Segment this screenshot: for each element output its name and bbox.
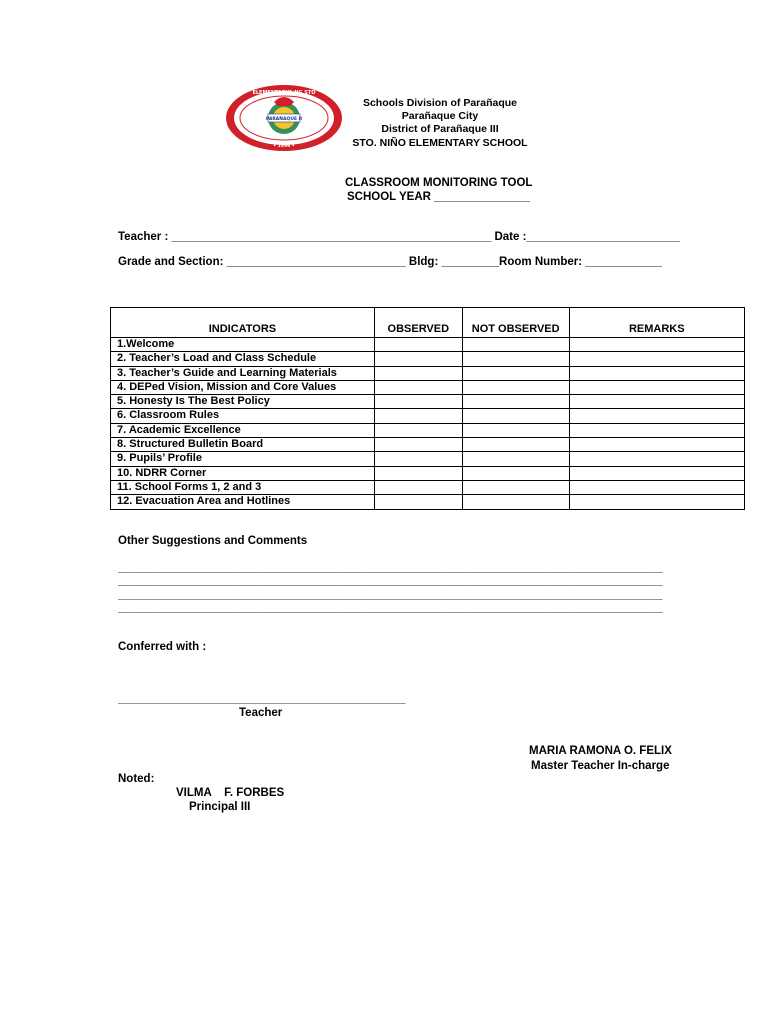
remarks-cell[interactable]: [569, 423, 744, 437]
indicator-cell: 1.Welcome: [111, 338, 375, 352]
indicator-cell: 2. Teacher’s Load and Class Schedule: [111, 352, 375, 366]
noted-label: Noted:: [118, 773, 155, 785]
not-observed-cell[interactable]: [462, 466, 569, 480]
master-teacher-name: MARIA RAMONA O. FELIX: [529, 745, 672, 757]
remarks-cell[interactable]: [569, 409, 744, 423]
observed-cell[interactable]: [374, 466, 462, 480]
comment-line[interactable]: _________________________________________________________________________________________: [118, 602, 663, 614]
form-title: CLASSROOM MONITORING TOOL: [345, 177, 533, 189]
observed-cell[interactable]: [374, 395, 462, 409]
teacher-role-label: Teacher: [239, 707, 283, 719]
indicator-cell: 4. DEPed Vision, Mission and Core Values: [111, 380, 375, 394]
not-observed-cell[interactable]: [462, 409, 569, 423]
remarks-cell[interactable]: [569, 395, 744, 409]
remarks-cell[interactable]: [569, 466, 744, 480]
table-row: [111, 395, 745, 409]
division-name: Schools Division of Parañaque: [362, 97, 518, 109]
teacher-date-field: Teacher : __________________________________________________ Date :________________________: [118, 231, 680, 243]
comment-line[interactable]: _________________________________________________________________________________________: [118, 575, 663, 587]
comment-line[interactable]: _________________________________________________________________________________________: [118, 589, 663, 601]
grade-section-field: Grade and Section: ____________________________ Bldg: _________Room Number: ____________: [118, 256, 663, 268]
principal-title: Principal III: [189, 801, 251, 813]
observed-cell[interactable]: [374, 366, 462, 380]
observed-cell[interactable]: [374, 495, 462, 509]
not-observed-cell[interactable]: [462, 452, 569, 466]
master-teacher-title: Master Teacher In-charge: [531, 760, 670, 772]
table-row: [111, 380, 745, 394]
indicator-cell: 6. Classroom Rules: [111, 409, 375, 423]
indicators-table: [110, 307, 745, 510]
observed-cell[interactable]: [374, 338, 462, 352]
school-seal-logo: [224, 84, 344, 152]
not-observed-cell[interactable]: [462, 352, 569, 366]
observed-cell[interactable]: [374, 409, 462, 423]
district-name: District of Parañaque III: [381, 123, 499, 135]
indicator-cell: 3. Teacher’s Guide and Learning Materials: [111, 366, 375, 380]
conferred-label: Conferred with :: [118, 641, 207, 653]
remarks-cell[interactable]: [569, 495, 744, 509]
table-row: [111, 466, 745, 480]
remarks-cell[interactable]: [569, 352, 744, 366]
comment-line[interactable]: _________________________________________________________________________________________: [118, 562, 663, 574]
table-row: [111, 480, 745, 494]
table-header-row: [111, 308, 745, 338]
not-observed-cell[interactable]: [462, 380, 569, 394]
comments-label: Other Suggestions and Comments: [118, 535, 308, 547]
indicator-cell: 10. NDRR Corner: [111, 466, 375, 480]
table-row: [111, 366, 745, 380]
indicator-cell: 12. Evacuation Area and Hotlines: [111, 495, 375, 509]
header-not-observed: NOT OBSERVED: [462, 308, 569, 338]
remarks-cell[interactable]: [569, 338, 744, 352]
observed-cell[interactable]: [374, 352, 462, 366]
city-name: Parañaque City: [401, 110, 479, 122]
svg-text:ELEMENTARYA NG STO: ELEMENTARYA NG STO: [252, 90, 316, 96]
not-observed-cell[interactable]: [462, 395, 569, 409]
not-observed-cell[interactable]: [462, 338, 569, 352]
svg-text:PARAÑAQUE II: PARAÑAQUE II: [265, 117, 303, 122]
remarks-cell[interactable]: [569, 480, 744, 494]
indicator-cell: 9. Pupils’ Profile: [111, 452, 375, 466]
table-row: [111, 423, 745, 437]
svg-text:• 1996 •: • 1996 •: [273, 144, 295, 149]
indicator-cell: 5. Honesty Is The Best Policy: [111, 395, 375, 409]
observed-cell[interactable]: [374, 380, 462, 394]
school-name: STO. NIÑO ELEMENTARY SCHOOL: [352, 137, 528, 149]
indicator-cell: 11. School Forms 1, 2 and 3: [111, 480, 375, 494]
observed-cell[interactable]: [374, 438, 462, 452]
observed-cell[interactable]: [374, 480, 462, 494]
not-observed-cell[interactable]: [462, 495, 569, 509]
header-indicators: INDICATORS: [111, 308, 375, 338]
remarks-cell[interactable]: [569, 366, 744, 380]
principal-name: VILMA F. FORBES: [176, 787, 285, 799]
header-observed: OBSERVED: [374, 308, 462, 338]
not-observed-cell[interactable]: [462, 480, 569, 494]
table-row: [111, 409, 745, 423]
not-observed-cell[interactable]: [462, 423, 569, 437]
remarks-cell[interactable]: [569, 438, 744, 452]
teacher-signature-line[interactable]: _______________________________________________: [118, 693, 406, 705]
table-row: [111, 495, 745, 509]
not-observed-cell[interactable]: [462, 438, 569, 452]
observed-cell[interactable]: [374, 452, 462, 466]
table-row: [111, 452, 745, 466]
remarks-cell[interactable]: [569, 380, 744, 394]
school-year-field: SCHOOL YEAR _______________: [347, 191, 531, 203]
table-row: [111, 352, 745, 366]
indicator-cell: 8. Structured Bulletin Board: [111, 438, 375, 452]
table-row: [111, 438, 745, 452]
table-row: [111, 338, 745, 352]
not-observed-cell[interactable]: [462, 366, 569, 380]
header-remarks: REMARKS: [569, 308, 744, 338]
indicator-cell: 7. Academic Excellence: [111, 423, 375, 437]
observed-cell[interactable]: [374, 423, 462, 437]
remarks-cell[interactable]: [569, 452, 744, 466]
